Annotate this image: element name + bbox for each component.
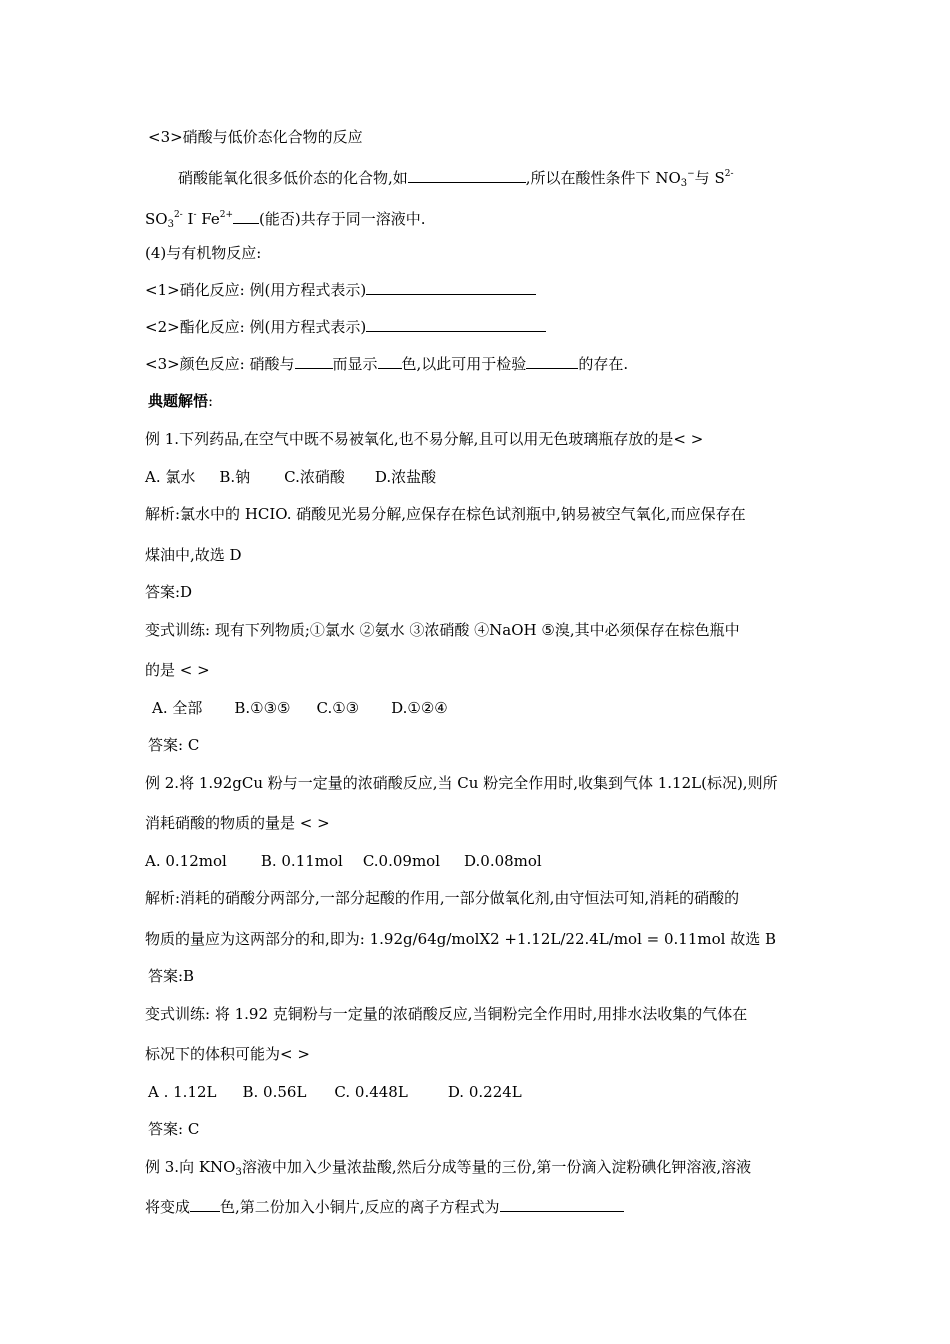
section-3-text-line-1	[178, 164, 734, 194]
answer-blank	[526, 354, 578, 369]
variant-2-answer: 答案: C	[148, 1120, 200, 1138]
heading-colon: :	[208, 392, 214, 410]
option-c: C. 0.448L	[334, 1083, 408, 1101]
subscript: 3	[680, 178, 688, 189]
text: 将变成	[145, 1198, 191, 1216]
example-2-options	[145, 851, 542, 871]
option-d: D.①②④	[391, 699, 448, 717]
variant-1-question-line-2: 的是 < >	[145, 661, 210, 679]
text: 色,第二份加入小铜片,反应的离子方程式为	[220, 1198, 500, 1216]
example-1-options	[145, 467, 436, 487]
subscript: 3	[235, 1167, 242, 1178]
option-d: D.0.08mol	[464, 852, 542, 870]
option-b: B.①③⑤	[234, 699, 291, 717]
text: 的存在.	[578, 355, 629, 373]
heading-text: 典题解悟	[148, 392, 209, 410]
section-4-item-3	[145, 354, 628, 374]
text: <3>颜色反应: 硝酸与	[145, 355, 295, 373]
example-1-analysis-line-1: 解析:氯水中的 HCIO. 硝酸见光易分解,应保存在棕色试剂瓶中,钠易被空气氧化,而应保存在	[145, 505, 746, 523]
section-3-title: <3>硝酸与低价态化合物的反应	[148, 128, 363, 146]
example-2-analysis-line-1: 解析:消耗的硝酸分两部分,一部分起酸的作用,一部分做氧化剂,由守恒法可知,消耗的硝酸的	[145, 889, 740, 907]
text: 与 S	[694, 169, 725, 187]
example-2-answer: 答案:B	[148, 967, 195, 985]
option-a: A . 1.12L	[148, 1083, 217, 1101]
example-1-answer: 答案:D	[145, 583, 193, 601]
answer-blank	[190, 1197, 220, 1212]
text: ,所以在酸性条件下 NO	[525, 169, 681, 187]
example-1-analysis-line-2: 煤油中,故选 D	[145, 546, 242, 564]
example-1-question: 例 1.下列药品,在空气中既不易被氧化,也不易分解,且可以用无色玻璃瓶存放的是< >	[145, 430, 704, 448]
text: <1>硝化反应: 例(用方程式表示)	[145, 281, 367, 299]
text: <2>酯化反应: 例(用方程式表示)	[145, 318, 367, 336]
answer-blank	[366, 280, 536, 295]
option-d: D. 0.224L	[447, 1083, 522, 1101]
answer-blank	[500, 1197, 624, 1212]
superscript: 2-	[173, 210, 183, 220]
superscript: −	[687, 169, 695, 179]
option-a: A. 氯水	[145, 468, 196, 486]
section-4-item-1	[145, 280, 536, 300]
example-2-analysis-line-2: 物质的量应为这两部分的和,即为: 1.92g/64g/molX2 +1.12L/22.4L/mol = 0.11mol 故选 B	[145, 930, 776, 948]
example-3-question-line-2	[145, 1197, 624, 1217]
section-4-item-2	[145, 317, 546, 337]
section-heading	[148, 391, 213, 411]
variant-2-question-line-1: 变式训练: 将 1.92 克铜粉与一定量的浓硝酸反应,当铜粉完全作用时,用排水法收集的气体在	[145, 1005, 748, 1023]
answer-blank	[295, 354, 333, 369]
text: 色,以此可用于检验	[401, 355, 527, 373]
option-b: B. 0.11mol	[260, 852, 343, 870]
option-a: A. 全部	[152, 699, 203, 717]
option-c: C.①③	[316, 699, 360, 717]
text: 硝酸能氧化很多低价态的化合物,如	[178, 169, 408, 187]
option-a: A. 0.12mol	[145, 852, 227, 870]
variant-1-question-line-1: 变式训练: 现有下列物质;①氯水 ②氨水 ③浓硝酸 ④NaOH ⑤溴,其中必须保存在棕色瓶中	[145, 621, 740, 639]
example-3-question-line-1	[145, 1157, 751, 1183]
option-d: D.浓盐酸	[374, 468, 437, 486]
answer-blank	[408, 168, 526, 183]
text: (能否)共存于同一溶液中.	[259, 210, 426, 228]
text: SO	[145, 210, 168, 228]
example-2-question-line-1: 例 2.将 1.92gCu 粉与一定量的浓硝酸反应,当 Cu 粉完全作用时,收集到气体 1.12L(标况),则所	[145, 774, 778, 792]
variant-1-options	[152, 698, 448, 718]
text: 例 3.向 KNO	[145, 1158, 236, 1176]
section-3-text-line-2	[145, 205, 425, 235]
text: I	[182, 210, 194, 228]
text: 而显示	[332, 355, 378, 373]
option-c: C.0.09mol	[362, 852, 441, 870]
answer-blank	[378, 354, 402, 369]
superscript: 2-	[724, 169, 734, 179]
answer-blank	[233, 209, 259, 224]
text: Fe	[196, 210, 220, 228]
variant-2-question-line-2: 标况下的体积可能为< >	[145, 1045, 310, 1063]
option-c: C.浓硝酸	[284, 468, 345, 486]
section-4-title: (4)与有机物反应:	[145, 244, 262, 262]
option-b: B. 0.56L	[242, 1083, 307, 1101]
answer-blank	[366, 317, 546, 332]
text: 溶液中加入少量浓盐酸,然后分成等量的三份,第一份滴入淀粉碘化钾溶液,溶液	[241, 1158, 752, 1176]
option-b: B.钠	[219, 468, 251, 486]
example-2-question-line-2: 消耗硝酸的物质的量是 < >	[145, 814, 330, 832]
superscript: -	[193, 210, 197, 220]
variant-2-options	[148, 1082, 522, 1102]
subscript: 3	[167, 219, 174, 230]
superscript: 2+	[219, 210, 233, 220]
variant-1-answer: 答案: C	[148, 736, 200, 754]
